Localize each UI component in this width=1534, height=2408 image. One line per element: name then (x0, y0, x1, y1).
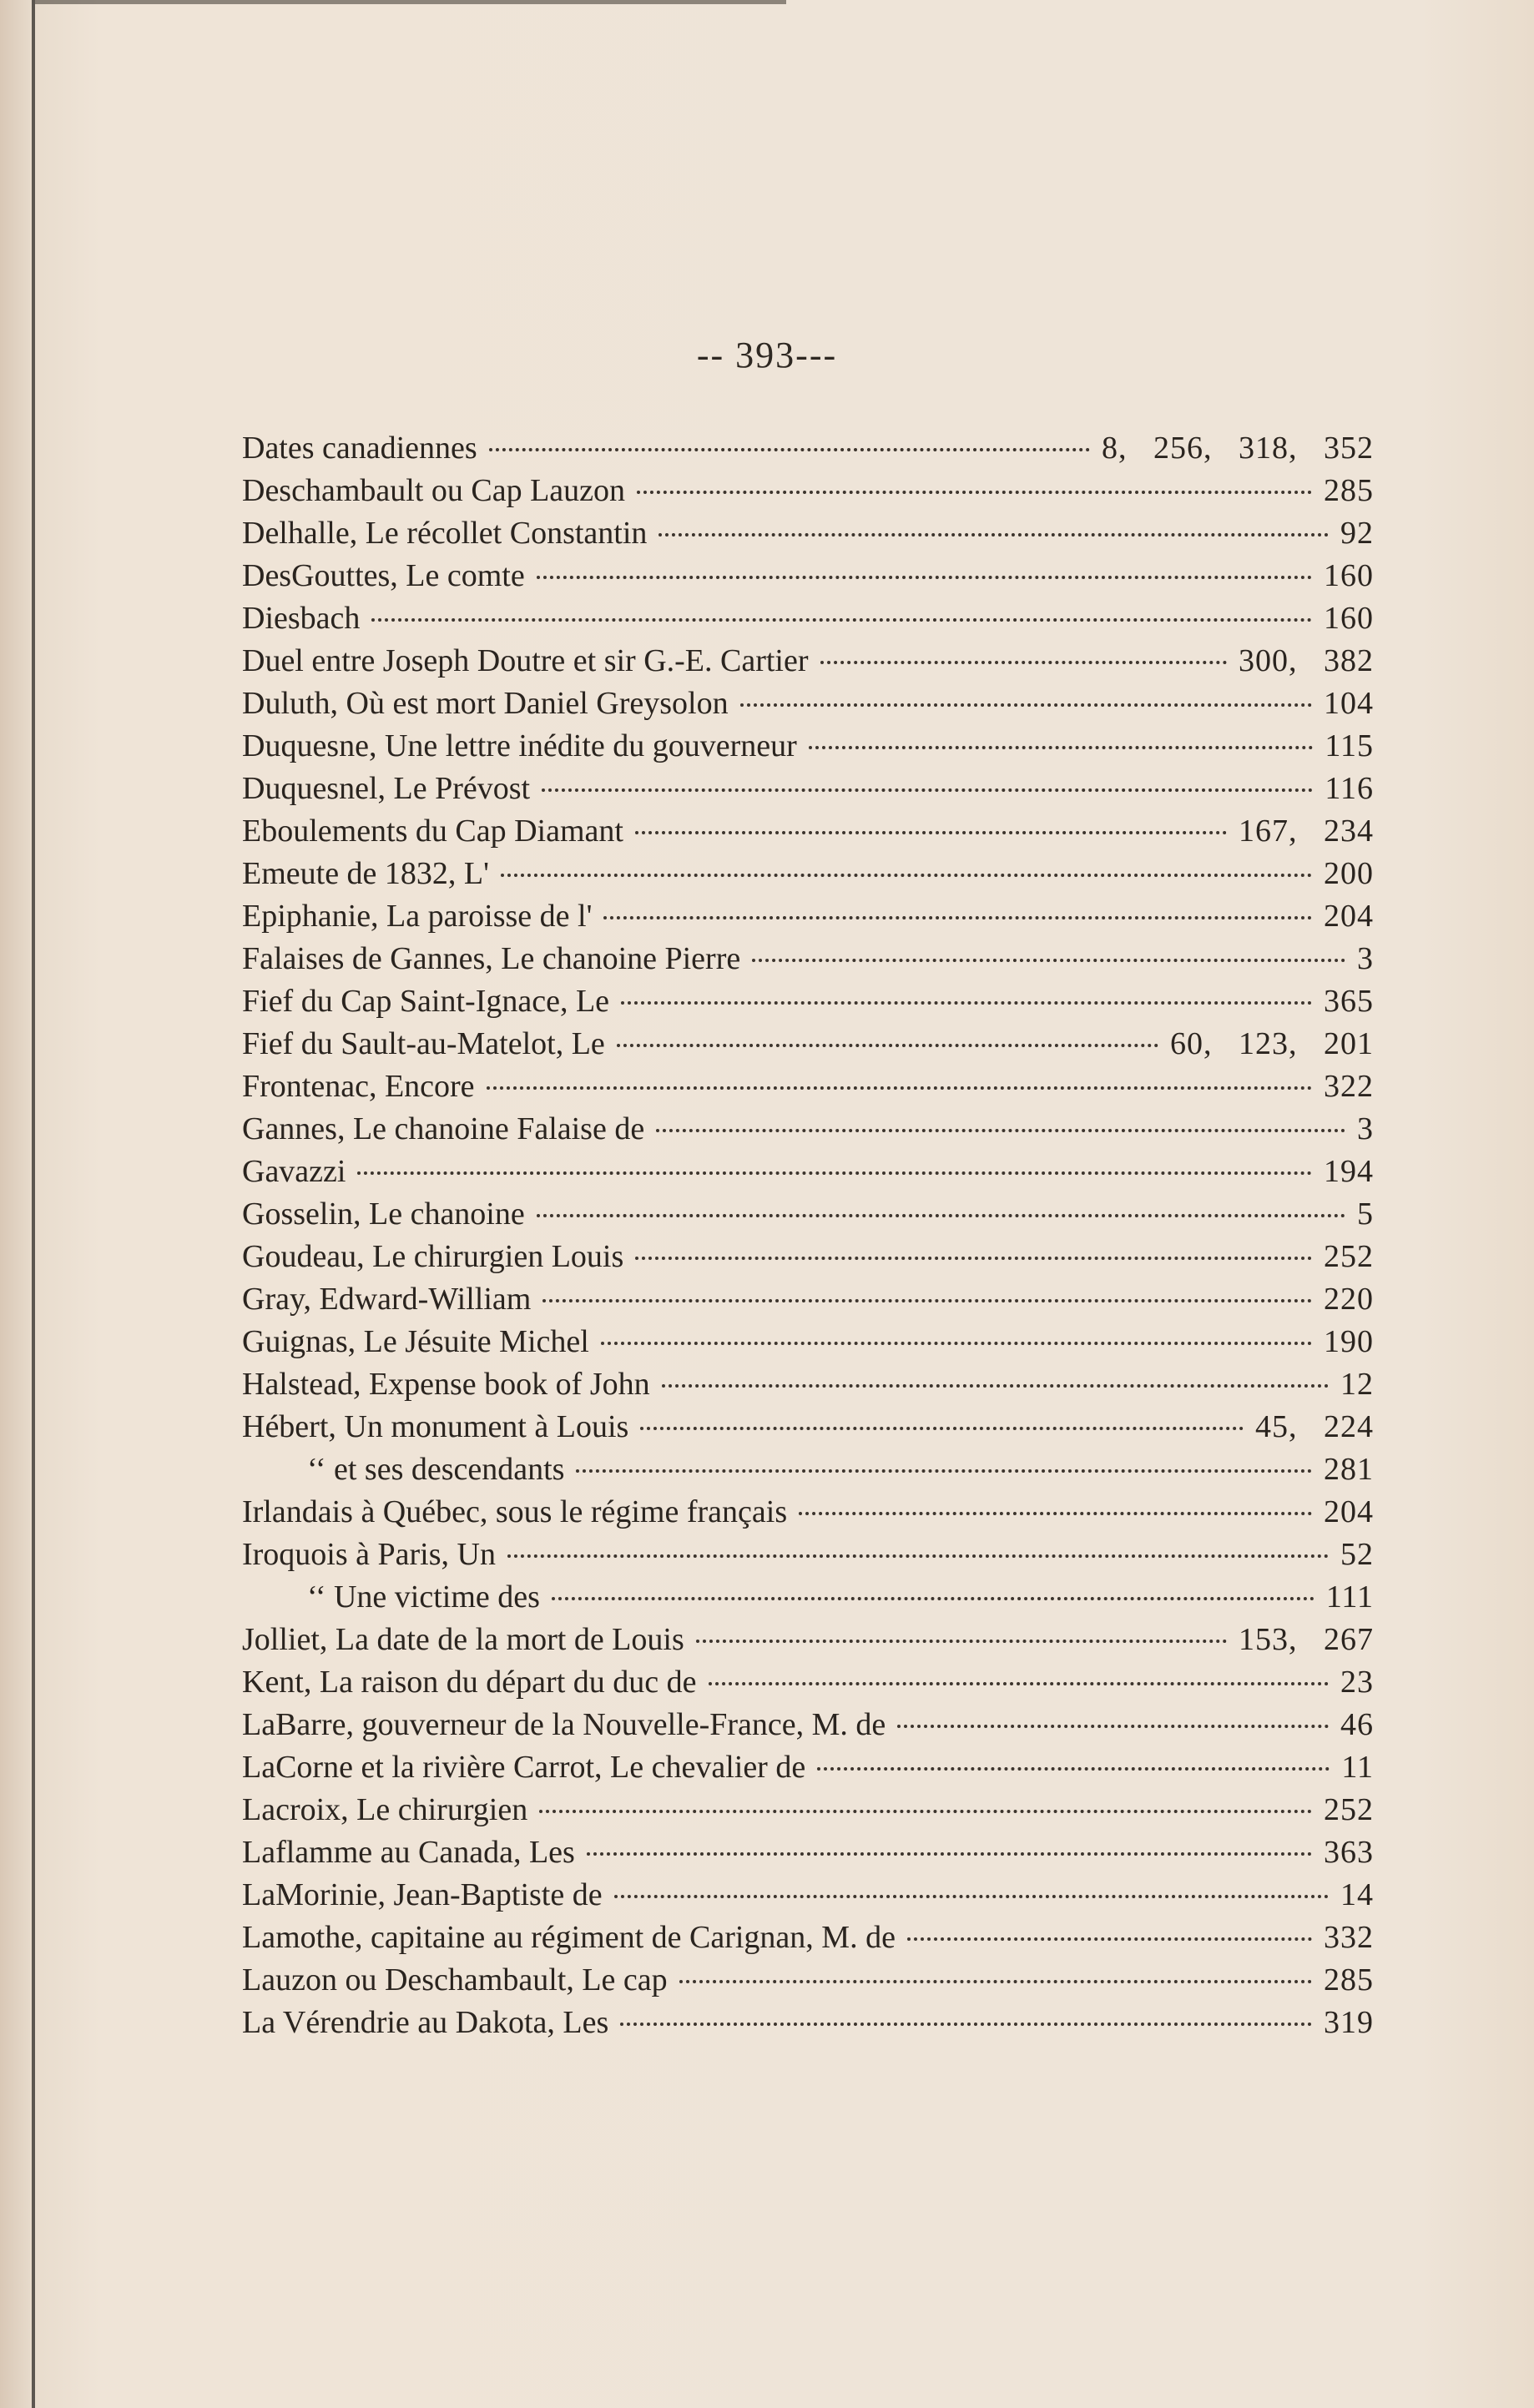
entry-pages: 12 (1340, 1367, 1374, 1402)
entry-pages: 332 (1324, 1920, 1374, 1955)
dot-leader (620, 2023, 1312, 2026)
dot-leader (820, 661, 1227, 664)
entry-pages: 252 (1324, 1239, 1374, 1274)
index-entry (242, 1831, 1374, 1874)
entry-pages: 190 (1324, 1324, 1374, 1359)
entry-pages: 322 (1324, 1069, 1374, 1104)
dot-leader (740, 703, 1312, 707)
entry-title: Dates canadiennes (242, 431, 477, 466)
entry-title: LaBarre, gouverneur de la Nouvelle-France, M. de (242, 1707, 886, 1742)
dot-leader (501, 874, 1312, 877)
entry-title: LaCorne et la rivière Carrot, Le chevalier de (242, 1750, 806, 1785)
index-entry (242, 1661, 1374, 1704)
entry-pages: 92 (1340, 516, 1374, 551)
entry-title: ‘‘ Une victime des (307, 1579, 540, 1615)
entry-title: Lamothe, capitaine au régiment de Carignan, M. de (242, 1920, 896, 1955)
entry-title: Deschambault ou Cap Lauzon (242, 473, 626, 508)
index-entry (242, 640, 1374, 683)
dot-leader (507, 1554, 1329, 1558)
entry-title: Laflamme au Canada, Les (242, 1835, 575, 1870)
dot-leader (907, 1937, 1312, 1941)
dot-leader (637, 491, 1312, 494)
dot-leader (799, 1512, 1312, 1515)
entry-title: Gosselin, Le chanoine (242, 1196, 525, 1232)
dot-leader (371, 618, 1312, 622)
entry-title: Lauzon ou Deschambault, Le cap (242, 1962, 668, 1997)
entry-pages: 5 (1357, 1196, 1374, 1232)
index-entry (242, 1959, 1374, 2002)
index-entry (242, 2002, 1374, 2044)
entry-title: Gannes, Le chanoine Falaise de (242, 1111, 645, 1146)
dot-leader (696, 1640, 1227, 1643)
entry-pages: 52 (1340, 1537, 1374, 1572)
entry-title: Jolliet, La date de la mort de Louis (242, 1622, 684, 1657)
entry-title: ‘‘ et ses descendants (307, 1452, 565, 1487)
entry-title: Iroquois à Paris, Un (242, 1537, 496, 1572)
dot-leader (542, 788, 1313, 792)
entry-title: Falaises de Gannes, Le chanoine Pierre (242, 941, 741, 976)
index-entry (242, 980, 1374, 1023)
dot-leader (809, 746, 1314, 749)
entry-pages: 200 (1324, 856, 1374, 891)
entry-title: Duquesne, Une lettre inédite du gouverneur (242, 728, 797, 763)
dot-leader (552, 1597, 1314, 1600)
dot-leader (617, 1044, 1158, 1047)
dot-leader (603, 916, 1312, 919)
index-entry (242, 1746, 1374, 1789)
dot-leader (662, 1384, 1329, 1388)
entry-title: Lacroix, Le chirurgien (242, 1792, 528, 1827)
dot-leader (614, 1895, 1329, 1898)
index-entry (242, 1491, 1374, 1534)
entry-pages: 115 (1325, 728, 1374, 763)
index-entry (242, 1406, 1374, 1448)
entry-title: LaMorinie, Jean-Baptiste de (242, 1877, 603, 1912)
index-entry (242, 810, 1374, 853)
dot-leader (587, 1852, 1312, 1856)
entry-title: Kent, La raison du départ du duc de (242, 1665, 697, 1700)
index-entry (242, 1363, 1374, 1406)
entry-pages: 319 (1324, 2005, 1374, 2040)
entry-pages: 3 (1357, 941, 1374, 976)
index-entry (242, 725, 1374, 768)
index-entry (242, 768, 1374, 810)
entry-pages: 104 (1324, 686, 1374, 721)
index-entry (242, 1874, 1374, 1917)
dot-leader (539, 1810, 1312, 1813)
entry-title: Frontenac, Encore (242, 1069, 475, 1104)
entry-pages: 153, 267 (1239, 1622, 1374, 1657)
dot-leader (656, 1129, 1345, 1132)
entry-title: Duquesnel, Le Prévost (242, 771, 531, 806)
dot-leader (659, 533, 1329, 537)
top-edge-rule (35, 0, 786, 4)
dot-leader (635, 831, 1227, 834)
dot-leader (489, 448, 1090, 451)
dot-leader (752, 959, 1345, 962)
dot-leader (709, 1682, 1330, 1685)
index-entry (242, 1321, 1374, 1363)
index-entry (242, 1704, 1374, 1746)
index-entry (242, 895, 1374, 938)
entry-pages: 160 (1324, 558, 1374, 593)
entry-pages: 116 (1325, 771, 1374, 806)
entry-title: La Vérendrie au Dakota, Les (242, 2005, 609, 2040)
index-entry (242, 1108, 1374, 1151)
index-entry (242, 938, 1374, 980)
dot-leader (640, 1427, 1244, 1430)
entry-pages: 46 (1340, 1707, 1374, 1742)
index-entry (242, 1065, 1374, 1108)
index-entry (242, 427, 1374, 470)
entry-pages: 14 (1340, 1877, 1374, 1912)
dot-leader (537, 576, 1312, 579)
dot-leader (542, 1299, 1312, 1302)
entry-pages: 300, 382 (1239, 643, 1374, 678)
index-entry (242, 1023, 1374, 1065)
index-entry (242, 1448, 1374, 1491)
index-entry (242, 1917, 1374, 1959)
entry-title: Hébert, Un monument à Louis (242, 1409, 629, 1444)
entry-title: Goudeau, Le chirurgien Louis (242, 1239, 624, 1274)
entry-pages: 281 (1324, 1452, 1374, 1487)
dot-leader (679, 1980, 1312, 1983)
index-entry (242, 1278, 1374, 1321)
entry-pages: 194 (1324, 1154, 1374, 1189)
entry-title: Fief du Cap Saint-Ignace, Le (242, 984, 610, 1019)
entry-pages: 60, 123, 201 (1170, 1026, 1374, 1061)
index-entry (242, 1151, 1374, 1193)
entry-pages: 111 (1325, 1579, 1374, 1615)
dot-leader (357, 1171, 1312, 1175)
index-entry (242, 1789, 1374, 1831)
entry-title: Irlandais à Québec, sous le régime français (242, 1494, 788, 1529)
entry-pages: 160 (1324, 601, 1374, 636)
dot-leader (487, 1086, 1312, 1090)
entry-title: Diesbach (242, 601, 361, 636)
entry-pages: 3 (1357, 1111, 1374, 1146)
dot-leader (621, 1001, 1312, 1005)
index-entry (242, 555, 1374, 597)
entry-title: Halstead, Expense book of John (242, 1367, 650, 1402)
index-entry (242, 1534, 1374, 1576)
entry-pages: 167, 234 (1239, 814, 1374, 849)
index-list (242, 427, 1374, 2044)
entry-title: Emeute de 1832, L' (242, 856, 489, 891)
dot-leader (817, 1767, 1330, 1771)
index-entry (242, 1619, 1374, 1661)
entry-pages: 365 (1324, 984, 1374, 1019)
entry-title: DesGouttes, Le comte (242, 558, 525, 593)
index-entry (242, 853, 1374, 895)
entry-pages: 8, 256, 318, 352 (1102, 431, 1374, 466)
entry-pages: 204 (1324, 899, 1374, 934)
entry-pages: 252 (1324, 1792, 1374, 1827)
entry-pages: 11 (1341, 1750, 1374, 1785)
entry-pages: 285 (1324, 473, 1374, 508)
entry-title: Delhalle, Le récollet Constantin (242, 516, 648, 551)
entry-pages: 285 (1324, 1962, 1374, 1997)
index-entry (242, 1193, 1374, 1236)
index-entry (242, 597, 1374, 640)
entry-pages: 204 (1324, 1494, 1374, 1529)
entry-pages: 363 (1324, 1835, 1374, 1870)
dot-leader (537, 1214, 1345, 1217)
entry-title: Eboulements du Cap Diamant (242, 814, 623, 849)
index-entry (242, 683, 1374, 725)
dot-leader (601, 1342, 1312, 1345)
entry-title: Guignas, Le Jésuite Michel (242, 1324, 589, 1359)
page-number: -- 393--- (696, 335, 838, 375)
index-entry (242, 1236, 1374, 1278)
entry-title: Gavazzi (242, 1154, 346, 1189)
entry-title: Duel entre Joseph Doutre et sir G.-E. Cartier (242, 643, 809, 678)
dot-leader (635, 1257, 1312, 1260)
entry-title: Fief du Sault-au-Matelot, Le (242, 1026, 605, 1061)
entry-pages: 45, 224 (1255, 1409, 1374, 1444)
entry-title: Duluth, Où est mort Daniel Greysolon (242, 686, 729, 721)
entry-title: Epiphanie, La paroisse de l' (242, 899, 593, 934)
entry-pages: 23 (1340, 1665, 1374, 1700)
dot-leader (897, 1725, 1329, 1728)
index-entry (242, 470, 1374, 512)
entry-title: Gray, Edward-William (242, 1282, 532, 1317)
index-entry (242, 512, 1374, 555)
dot-leader (576, 1469, 1312, 1473)
entry-pages: 220 (1324, 1282, 1374, 1317)
index-entry (242, 1576, 1374, 1619)
